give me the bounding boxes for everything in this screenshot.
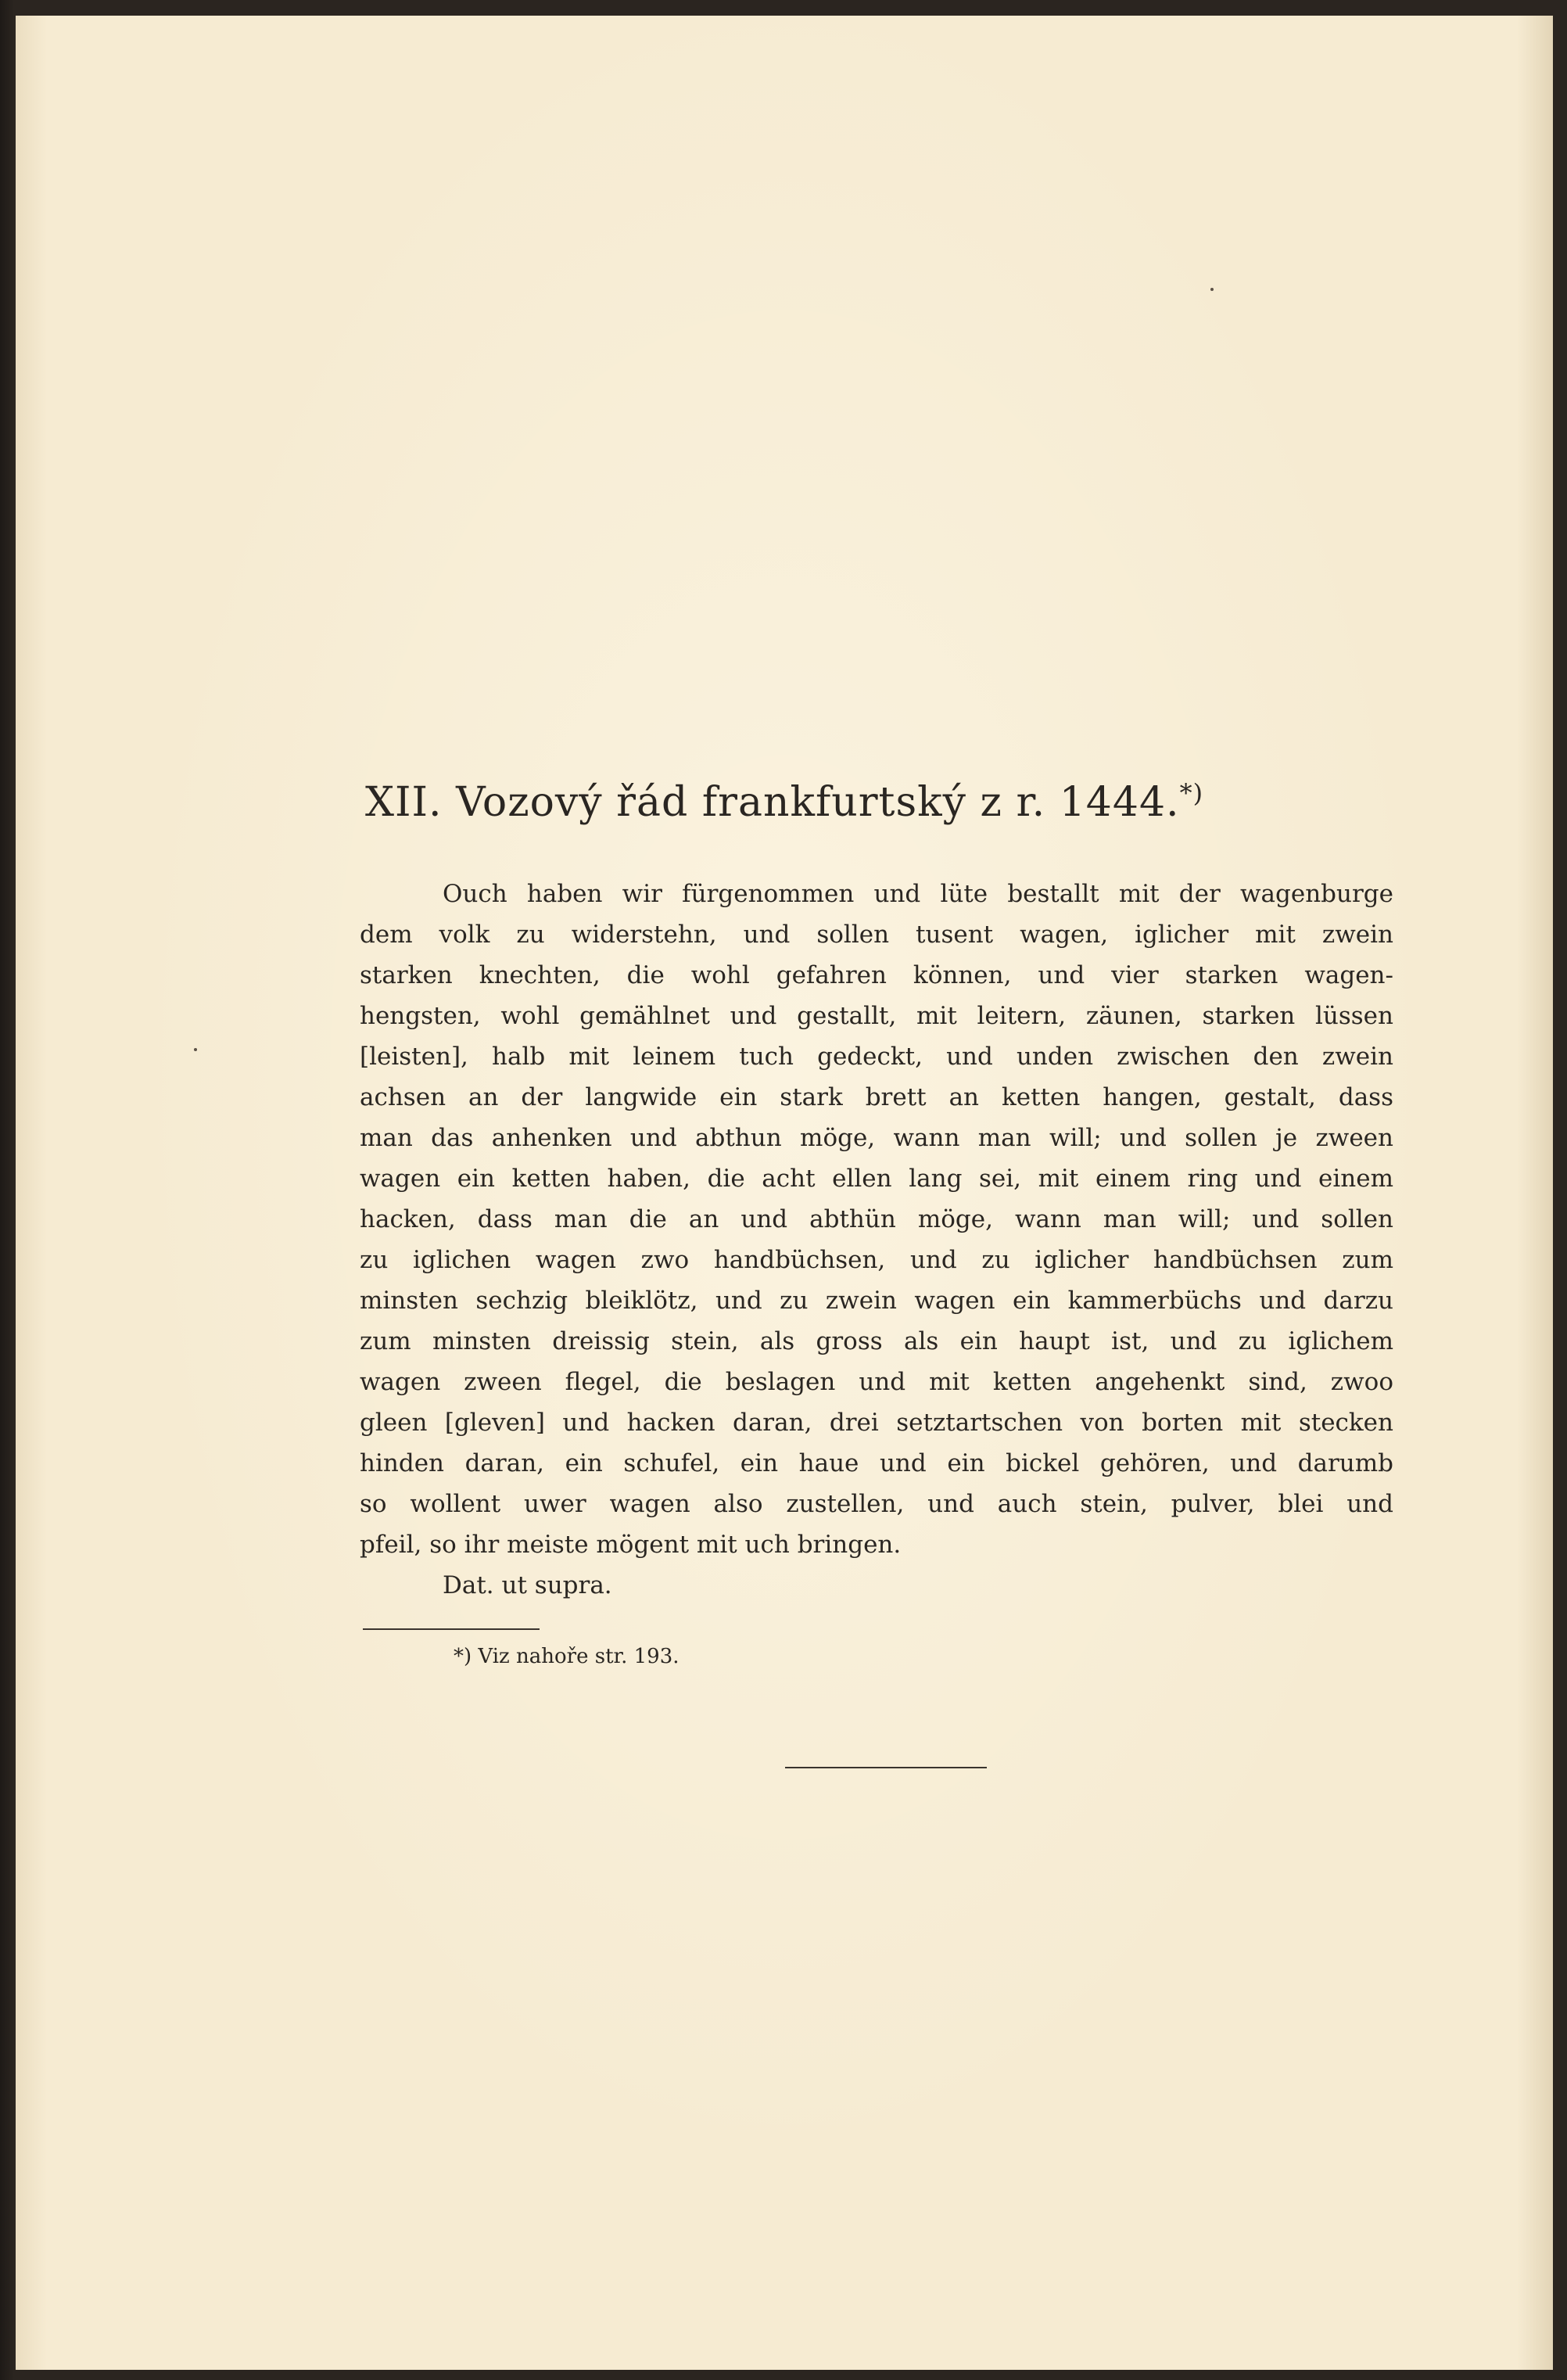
- end-divider: [785, 1767, 987, 1768]
- body-line: Ouch haben wir fürgenommen und lüte bestallt mit der wagenburge: [443, 880, 1393, 908]
- closing-line: Dat. ut supra.: [443, 1571, 612, 1599]
- body-line: hinden daran, ein schufel, ein haue und ein bickel gehören, und darumb: [360, 1449, 1393, 1477]
- body-line: gleen [gleven] und hacken daran, drei setztartschen von borten mit stecken: [360, 1409, 1393, 1437]
- body-line: zum minsten dreissig stein, als gross als ein haupt ist, und zu iglichem: [360, 1327, 1393, 1355]
- body-line: hengsten, wohl gemählnet und gestallt, mit leitern, zäunen, starken lüssen: [360, 1002, 1393, 1030]
- body-line: dem volk zu widerstehn, und sollen tusent wagen, iglicher mit zwein: [360, 921, 1393, 949]
- footnote: *) Viz nahoře str. 193.: [454, 1645, 680, 1668]
- body-line: zu iglichen wagen zwo handbüchsen, und zu iglicher handbüchsen zum: [360, 1246, 1393, 1274]
- body-line: man das anhenken und abthun möge, wann man will; und sollen je zween: [360, 1124, 1393, 1152]
- body-line: starken knechten, die wohl gefahren können, und vier starken wagen-: [360, 961, 1393, 989]
- page-title: [16, 778, 1553, 826]
- title-text: XII. Vozový řád frankfurtský z r. 1444.: [364, 779, 1180, 826]
- paper-speck: [1210, 288, 1214, 291]
- footnote-divider: [363, 1628, 540, 1630]
- body-line: achsen an der langwide ein stark brett an ketten hangen, gestalt, dass: [360, 1083, 1393, 1111]
- body-line: [leisten], halb mit leinem tuch gedeckt, und unden zwischen den zwein: [360, 1043, 1393, 1071]
- body-line: pfeil, so ihr meiste mögent mit uch bringen.: [360, 1531, 902, 1559]
- title-footnote-mark: *): [1179, 778, 1204, 808]
- body-paragraph: [360, 874, 1393, 1565]
- paper-speck: [194, 1048, 197, 1051]
- body-line: wagen ein ketten haben, die acht ellen lang sei, mit einem ring und einem: [360, 1165, 1393, 1193]
- body-line: so wollent uwer wagen also zustellen, und auch stein, pulver, blei und: [360, 1490, 1393, 1518]
- book-page: [16, 16, 1553, 2370]
- body-line: wagen zween flegel, die beslagen und mit ketten angehenkt sind, zwoo: [360, 1368, 1393, 1396]
- body-line: minsten sechzig bleiklötz, und zu zwein wagen ein kammerbüchs und darzu: [360, 1287, 1393, 1315]
- body-line: hacken, dass man die an und abthün möge, wann man will; und sollen: [360, 1205, 1393, 1233]
